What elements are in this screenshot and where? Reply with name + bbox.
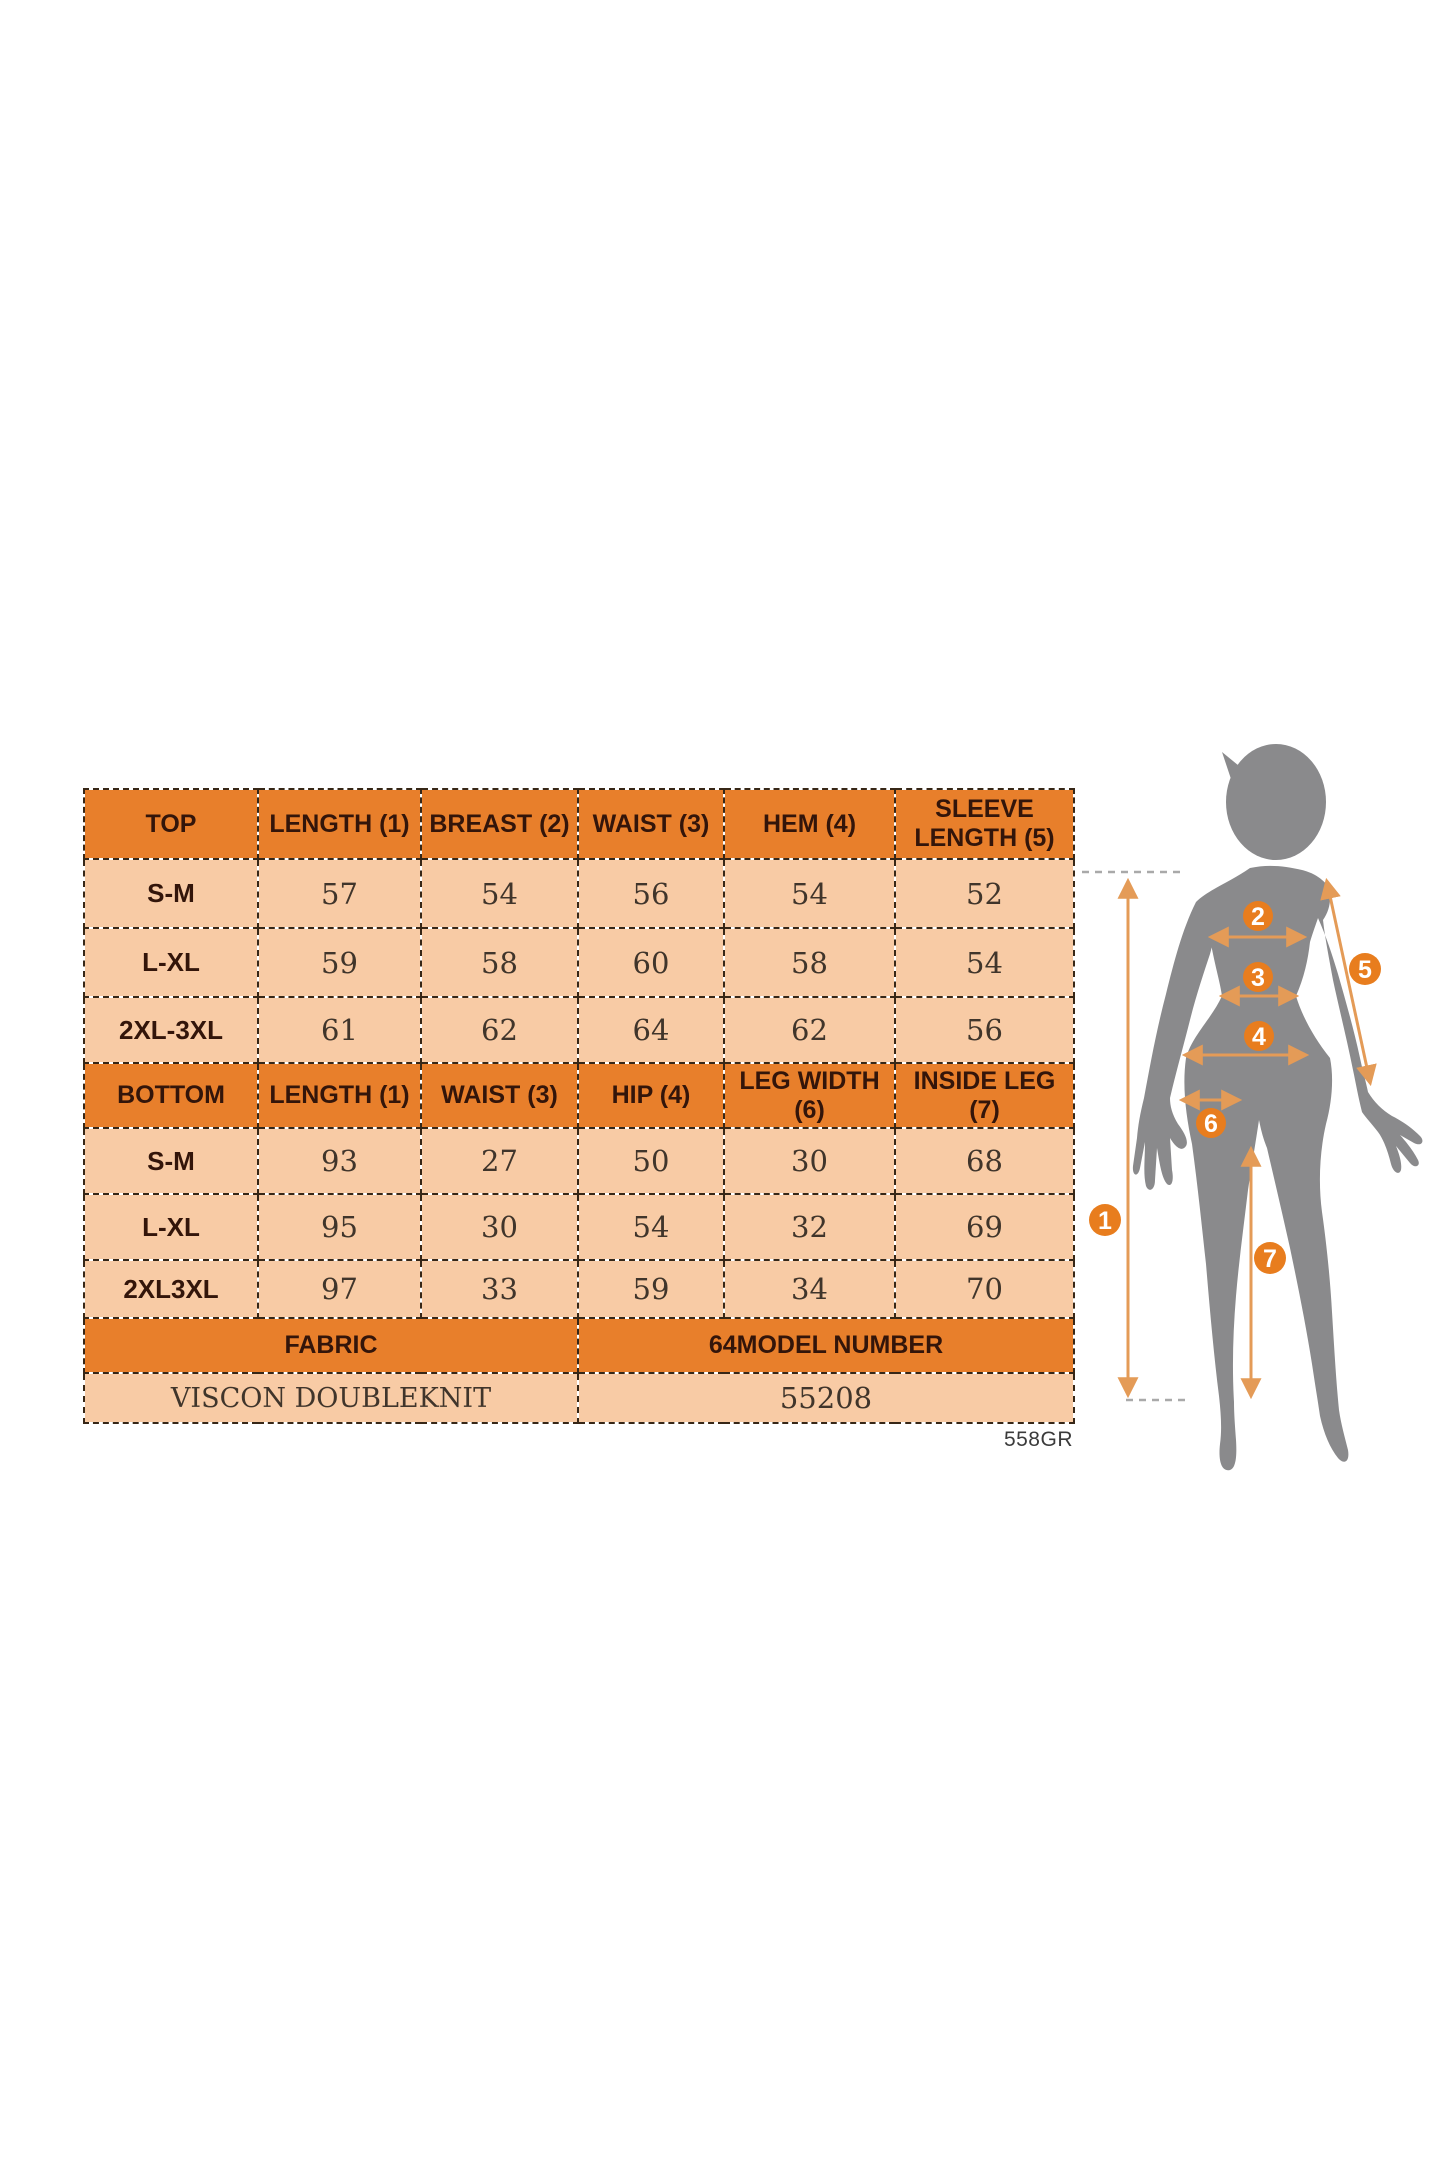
table-row: [84, 859, 1074, 928]
svg-text:3: 3: [1251, 964, 1265, 992]
bottom-header-cell: HIP (4): [578, 1063, 724, 1128]
top-header-cell: BREAST (2): [421, 789, 578, 859]
svg-text:2: 2: [1251, 903, 1265, 931]
top-header-cell: LENGTH (1): [258, 789, 421, 859]
measure-value: 61: [258, 997, 421, 1063]
size-label: 2XL-3XL: [84, 997, 258, 1063]
measure-value: 62: [724, 997, 895, 1063]
measure-value: 30: [421, 1194, 578, 1260]
svg-text:5: 5: [1358, 956, 1372, 984]
measure-value: 62: [421, 997, 578, 1063]
measurement-figure: [1080, 720, 1440, 1480]
measure-marker-1: [1089, 1204, 1121, 1236]
size-label: S-M: [84, 1128, 258, 1194]
svg-text:1: 1: [1098, 1207, 1112, 1235]
measure-value: 56: [578, 859, 724, 928]
measure-value: 97: [258, 1260, 421, 1318]
measure-value: 50: [578, 1128, 724, 1194]
fabric-value-row: [84, 1373, 1074, 1423]
size-label: 2XL3XL: [84, 1260, 258, 1318]
measure-marker-5: [1349, 953, 1381, 985]
table-row: [84, 1260, 1074, 1318]
measure-value: 59: [258, 928, 421, 997]
measure-value: 93: [258, 1128, 421, 1194]
top-header-cell: TOP: [84, 789, 258, 859]
measure-value: 27: [421, 1128, 578, 1194]
measure-marker-7: [1254, 1242, 1286, 1274]
measure-value: 64: [578, 997, 724, 1063]
table-row: [84, 928, 1074, 997]
measure-value: 30: [724, 1128, 895, 1194]
woman-silhouette: [1133, 744, 1423, 1470]
bottom-header-cell: WAIST (3): [421, 1063, 578, 1128]
table-row: [84, 1128, 1074, 1194]
measure-marker-6: [1196, 1108, 1226, 1138]
measure-value: 58: [421, 928, 578, 997]
measure-marker-3: [1243, 962, 1273, 992]
fabric-header-row: [84, 1318, 1074, 1373]
top-header-cell: WAIST (3): [578, 789, 724, 859]
model-header-cell: 64MODEL NUMBER: [578, 1318, 1074, 1373]
svg-text:6: 6: [1204, 1110, 1218, 1138]
measure-value: 32: [724, 1194, 895, 1260]
measure-value: 33: [421, 1260, 578, 1318]
measure-value: 68: [895, 1128, 1074, 1194]
bottom-header-cell: LENGTH (1): [258, 1063, 421, 1128]
measure-value: 54: [724, 859, 895, 928]
size-label: S-M: [84, 859, 258, 928]
measure-value: 52: [895, 859, 1074, 928]
measure-value: 54: [578, 1194, 724, 1260]
fabric-header-cell: FABRIC: [84, 1318, 578, 1373]
bottom-header-cell: INSIDE LEG (7): [895, 1063, 1074, 1128]
size-label: L-XL: [84, 928, 258, 997]
top-header-cell: SLEEVE LENGTH (5): [895, 789, 1074, 859]
style-code-text: 558GR: [1003, 1428, 1073, 1451]
measure-value: 69: [895, 1194, 1074, 1260]
top-header-row: [84, 789, 1074, 859]
svg-text:4: 4: [1252, 1023, 1266, 1051]
measure-value: 70: [895, 1260, 1074, 1318]
measure-value: 54: [895, 928, 1074, 997]
table-row: [84, 997, 1074, 1063]
measure-value: 57: [258, 859, 421, 928]
table-row: [84, 1194, 1074, 1260]
bottom-header-row: [84, 1063, 1074, 1128]
svg-text:7: 7: [1263, 1245, 1277, 1273]
top-header-cell: HEM (4): [724, 789, 895, 859]
measure-value: 95: [258, 1194, 421, 1260]
measure-marker-2: [1243, 901, 1273, 931]
size-label: L-XL: [84, 1194, 258, 1260]
size-chart-table: [83, 788, 1075, 1424]
fabric-value-cell: VISCON DOUBLEKNIT: [84, 1373, 578, 1423]
measure-value: 56: [895, 997, 1074, 1063]
bottom-header-cell: BOTTOM: [84, 1063, 258, 1128]
measure-value: 34: [724, 1260, 895, 1318]
bottom-header-cell: LEG WIDTH (6): [724, 1063, 895, 1128]
model-value-cell: 55208: [578, 1373, 1074, 1423]
measure-value: 58: [724, 928, 895, 997]
measure-marker-4: [1244, 1021, 1274, 1051]
measure-value: 59: [578, 1260, 724, 1318]
measure-value: 54: [421, 859, 578, 928]
measure-value: 60: [578, 928, 724, 997]
